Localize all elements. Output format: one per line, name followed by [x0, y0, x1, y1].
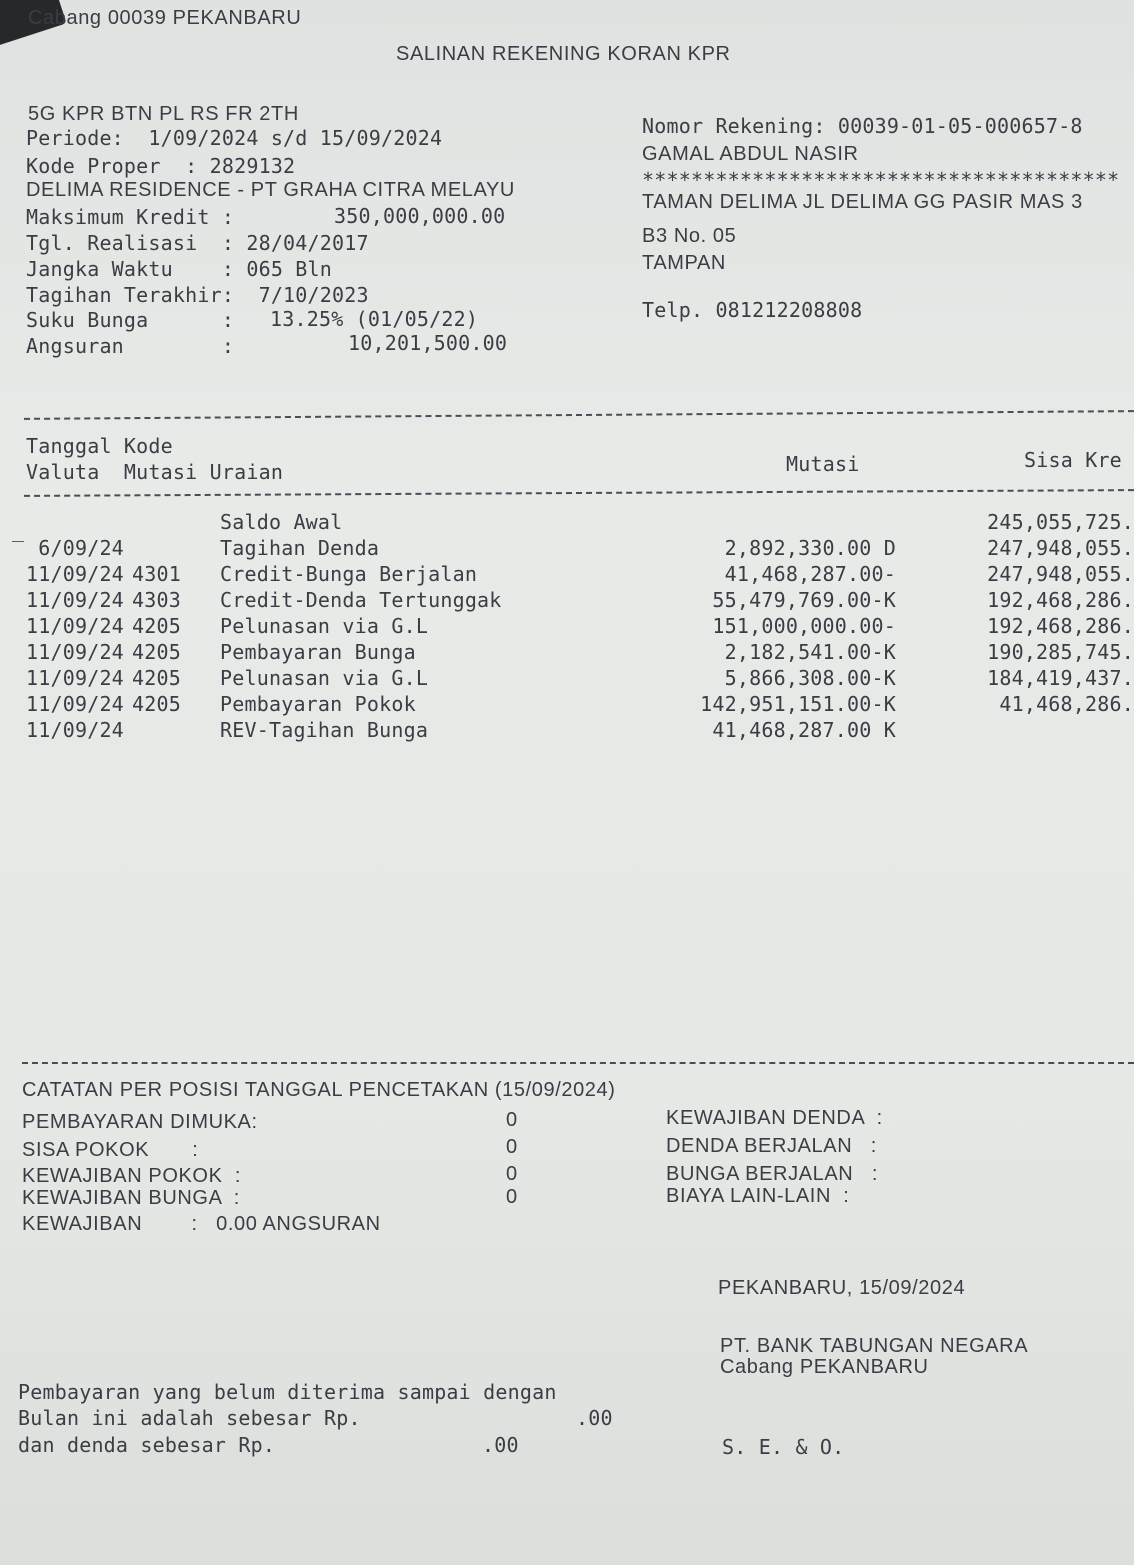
row-mutasi: 2,892,330.00 D — [724, 536, 896, 560]
address-line-3: TAMPAN — [642, 252, 726, 274]
row-kode: 4205 — [132, 614, 181, 638]
catatan-label: SISA POKOK : — [22, 1139, 199, 1161]
customer-name: GAMAL ABDUL NASIR — [642, 143, 859, 165]
product-name: 5G KPR BTN PL RS FR 2TH — [28, 103, 299, 125]
row-sisa: 245,055,725. — [987, 510, 1134, 534]
row-mutasi: 142,951,151.00-K — [700, 692, 896, 716]
row-sisa: 247,948,055. — [987, 562, 1134, 586]
catatan-label: KEWAJIBAN BUNGA : — [22, 1187, 240, 1209]
divider-top — [24, 410, 1134, 420]
address-line-1: TAMAN DELIMA JL DELIMA GG PASIR MAS 3 — [642, 191, 1083, 213]
row-uraian: Credit-Bunga Berjalan — [220, 562, 478, 586]
row-uraian: Credit-Denda Tertunggak — [220, 588, 502, 612]
row-marker: _ — [12, 518, 25, 542]
row-date: 11/09/24 — [26, 692, 124, 716]
payment-note-line2: Bulan ini adalah sebesar Rp. — [18, 1406, 361, 1430]
catatan-value: 0 — [506, 1186, 518, 1208]
row-uraian: Tagihan Denda — [220, 536, 380, 560]
row-uraian: Saldo Awal — [220, 510, 343, 534]
kewajiban-angsuran: KEWAJIBAN : 0.00 ANGSURAN — [22, 1213, 381, 1235]
row-sisa: 247,948,055. — [987, 536, 1134, 560]
address-line-2: B3 No. 05 — [642, 225, 737, 247]
row-mutasi: 55,479,769.00-K — [712, 588, 896, 612]
denda-note-amount: .00 — [482, 1433, 519, 1457]
row-date: 11/09/24 — [26, 666, 124, 690]
maksimum-kredit-label: Maksimum Kredit : — [26, 205, 235, 229]
row-date: 11/09/24 — [26, 588, 124, 612]
row-kode: 4205 — [132, 666, 181, 690]
project-name: DELIMA RESIDENCE - PT GRAHA CITRA MELAYU — [26, 179, 515, 201]
denda-note: dan denda sebesar Rp. — [18, 1433, 276, 1457]
row-mutasi: 151,000,000.00- — [712, 614, 896, 638]
row-date: 11/09/24 — [26, 562, 124, 586]
periode: Periode: 1/09/2024 s/d 15/09/2024 — [26, 126, 443, 150]
place-date: PEKANBARU, 15/09/2024 — [718, 1277, 966, 1299]
catatan-right-item: KEWAJIBAN DENDA : — [666, 1107, 883, 1129]
catatan-value: 0 — [506, 1109, 518, 1131]
row-sisa: 192,468,286. — [987, 588, 1134, 612]
table-head-sisa: Sisa Kre — [1024, 448, 1122, 472]
catatan-right-item: BIAYA LAIN-LAIN : — [666, 1185, 850, 1207]
row-sisa: 184,419,437. — [987, 666, 1134, 690]
telephone: Telp. 081212208808 — [642, 298, 863, 322]
angsuran-label: Angsuran : — [26, 334, 235, 358]
row-mutasi: 41,468,287.00- — [724, 562, 896, 586]
branch-label: Cabang 00039 PEKANBARU — [28, 7, 302, 29]
row-date: 11/09/24 — [26, 640, 124, 664]
catatan-value: 0 — [506, 1136, 518, 1158]
tagihan-terakhir: Tagihan Terakhir: 7/10/2023 — [26, 283, 369, 307]
divider-header — [24, 489, 1134, 497]
row-kode: 4303 — [132, 588, 181, 612]
payment-note-line1: Pembayaran yang belum diterima sampai dengan — [18, 1380, 557, 1404]
table-head-line2: Valuta Mutasi Uraian — [26, 460, 284, 484]
catatan-title: CATATAN PER POSISI TANGGAL PENCETAKAN (15/09/2024) — [22, 1079, 616, 1101]
row-sisa: 41,468,286. — [999, 692, 1134, 716]
maksimum-kredit-value: 350,000,000.00 — [334, 204, 506, 228]
errors-omissions: S. E. & O. — [722, 1435, 845, 1459]
tgl-realisasi: Tgl. Realisasi : 28/04/2017 — [26, 231, 369, 255]
catatan-right-item: DENDA BERJALAN : — [666, 1135, 877, 1157]
row-date: 11/09/24 — [26, 614, 124, 638]
row-mutasi: 41,468,287.00 K — [712, 718, 896, 742]
catatan-label: PEMBAYARAN DIMUKA: — [22, 1111, 258, 1133]
nomor-rekening: Nomor Rekening: 00039-01-05-000657-8 — [642, 114, 1083, 138]
angsuran-value: 10,201,500.00 — [348, 331, 508, 355]
row-kode: 4205 — [132, 692, 181, 716]
row-mutasi: 5,866,308.00-K — [724, 666, 896, 690]
row-uraian: Pelunasan via G.L — [220, 614, 429, 638]
jangka-waktu: Jangka Waktu : 065 Bln — [26, 257, 333, 281]
row-kode: 4205 — [132, 640, 181, 664]
suku-bunga-label: Suku Bunga : — [26, 308, 235, 332]
divider-catatan — [22, 1062, 1134, 1064]
row-date: 6/09/24 — [26, 536, 124, 560]
row-date: 11/09/24 — [26, 718, 124, 742]
separator-stars: *************************************** — [642, 168, 1120, 192]
row-uraian: Pembayaran Bunga — [220, 640, 416, 664]
document-title: SALINAN REKENING KORAN KPR — [396, 43, 731, 65]
table-head-mutasi: Mutasi — [786, 452, 860, 476]
catatan-value: 0 — [506, 1163, 518, 1185]
bank-name: PT. BANK TABUNGAN NEGARA — [720, 1335, 1029, 1357]
suku-bunga-value: 13.25% (01/05/22) — [270, 307, 479, 331]
kode-proper: Kode Proper : 2829132 — [26, 154, 296, 178]
row-kode: 4301 — [132, 562, 181, 586]
payment-note-amount: .00 — [576, 1406, 613, 1430]
catatan-label: KEWAJIBAN POKOK : — [22, 1165, 241, 1187]
bank-branch: Cabang PEKANBARU — [720, 1356, 929, 1378]
row-uraian: Pelunasan via G.L — [220, 666, 429, 690]
row-uraian: Pembayaran Pokok — [220, 692, 416, 716]
table-head-line1: Tanggal Kode — [26, 434, 173, 458]
row-mutasi: 2,182,541.00-K — [724, 640, 896, 664]
row-sisa: 192,468,286. — [987, 614, 1134, 638]
row-uraian: REV-Tagihan Bunga — [220, 718, 429, 742]
catatan-right-item: BUNGA BERJALAN : — [666, 1163, 878, 1185]
row-sisa: 190,285,745. — [987, 640, 1134, 664]
